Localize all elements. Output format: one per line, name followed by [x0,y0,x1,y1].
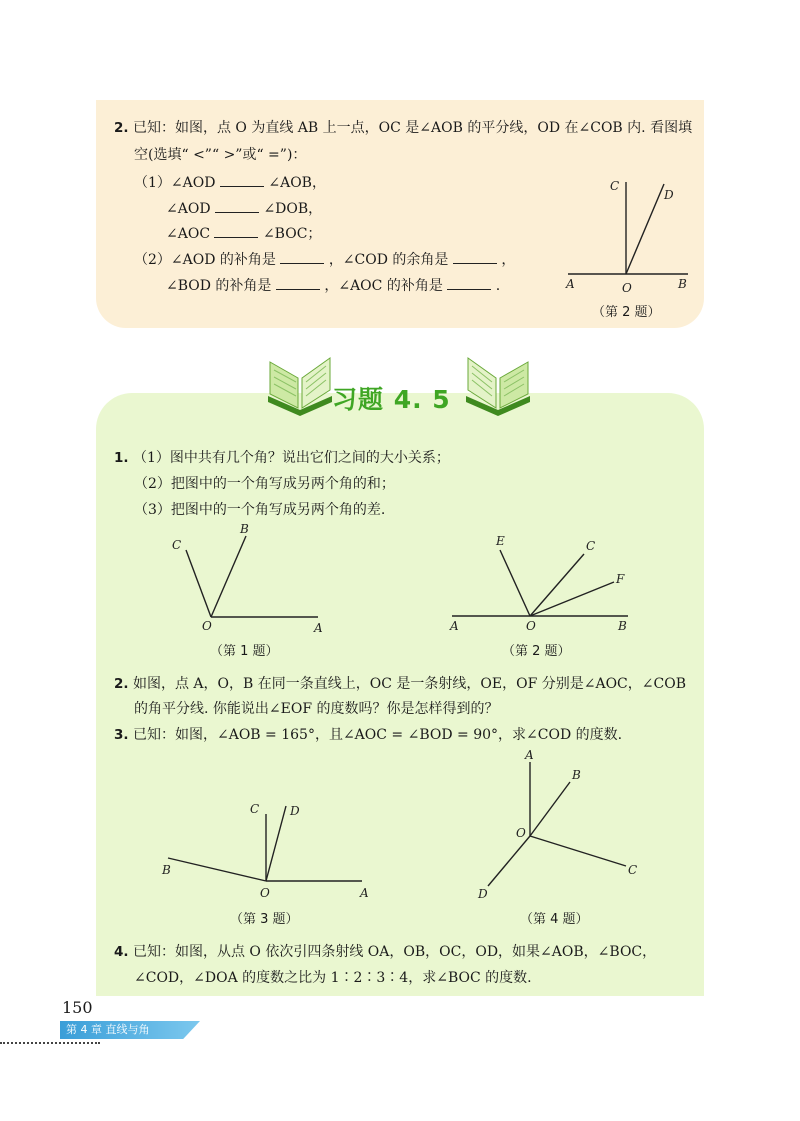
figure-3 [158,796,378,901]
label-a: A [360,886,369,900]
label-c: C [610,179,620,193]
question-2-part-1b: ∠AOD ∠DOB， [166,198,322,219]
footer-dotted-rule [0,1042,100,1044]
book-left-icon [262,352,338,420]
question-2-line-2: 空(选填“ <”“ >”或“ =”)： [134,147,307,163]
label-d: D [290,804,300,818]
page-number: 150 [62,998,93,1017]
answer-blank[interactable] [447,275,491,290]
figure-1-caption: （第 1 题） [210,644,279,659]
question-2-part-2a: （2）∠AOD 的补角是 ，∠COD 的余角是 ， [134,249,515,270]
exercise-2-line-1: 2. 如图，点 A，O，B 在同一条直线上，OC 是一条射线，OE，OF 分别是∠AOC，∠COB [114,676,686,692]
label-a: A [566,277,575,291]
figure-1 [168,520,338,635]
figure-3-caption: （第 3 题） [230,912,299,927]
label-o: O [526,619,536,633]
label-c: C [628,863,638,877]
exercise-2-line-2: 的角平分线. 你能说出∠EOF 的度数吗？你是怎样得到的？ [134,701,499,717]
exercise-3-line-1: 3. 已知：如图，∠AOB = 165°，且∠AOC = ∠BOD = 90°，求∠COD 的度数. [114,727,623,743]
exercise-1-line-1: 1. （1）图中共有几个角？说出它们之间的大小关系； [114,450,450,466]
figure-2 [448,528,638,638]
label-b: B [162,863,171,877]
label-o: O [516,826,526,840]
figure-4 [470,748,650,903]
question-2-line-1: 2. 已知：如图，点 O 为直线 AB 上一点，OC 是∠AOB 的平分线，OD 在∠COB 内. 看图填 [114,120,693,136]
answer-blank[interactable] [220,172,264,187]
label-d: D [664,188,674,202]
label-b: B [618,619,627,633]
book-right-icon [460,352,536,420]
label-c: C [172,538,182,552]
figure-4-caption: （第 4 题） [520,912,589,927]
label-e: E [496,534,505,548]
figure-2-caption: （第 2 题） [502,644,571,659]
question-2-part-1a: （1）∠AOD ∠AOB， [134,172,326,193]
label-a: A [314,621,323,635]
answer-blank[interactable] [276,275,320,290]
label-b: B [572,768,581,782]
answer-blank[interactable] [214,223,258,238]
exercise-4-line-1: 4. 已知：如图，从点 O 依次引四条射线 OA，OB，OC，OD，如果∠AOB，∠BOC， [114,944,657,960]
question-2-part-1c: ∠AOC ∠BOC； [166,223,321,244]
answer-blank[interactable] [280,249,324,264]
answer-blank[interactable] [215,198,259,213]
label-o: O [622,281,632,295]
label-c: C [250,802,260,816]
label-o: O [202,619,212,633]
exercise-1-line-3: （3）把图中的一个角写成另两个角的差. [134,502,386,518]
section-title: 习题 4. 5 [332,385,451,414]
label-a: A [450,619,459,633]
figure-top-q2 [560,170,700,295]
question-2-part-2b: ∠BOD 的补角是 ，∠AOC 的补角是 . [166,275,500,296]
label-b: B [678,277,687,291]
question-number: 2. [114,120,129,136]
chapter-label: 第 4 章 直线与角 [66,1023,150,1036]
label-o: O [260,886,270,900]
label-f: F [616,572,625,586]
figure-caption: （第 2 题） [592,305,661,320]
exercise-1-line-2: （2）把图中的一个角写成另两个角的和； [134,476,395,492]
label-a: A [525,748,534,762]
label-c: C [586,539,596,553]
answer-blank[interactable] [453,249,497,264]
label-b: B [240,522,249,536]
label-d: D [478,887,488,901]
exercise-4-line-2: ∠COD，∠DOA 的度数之比为 1∶2∶3∶4，求∠BOC 的度数. [134,970,532,986]
